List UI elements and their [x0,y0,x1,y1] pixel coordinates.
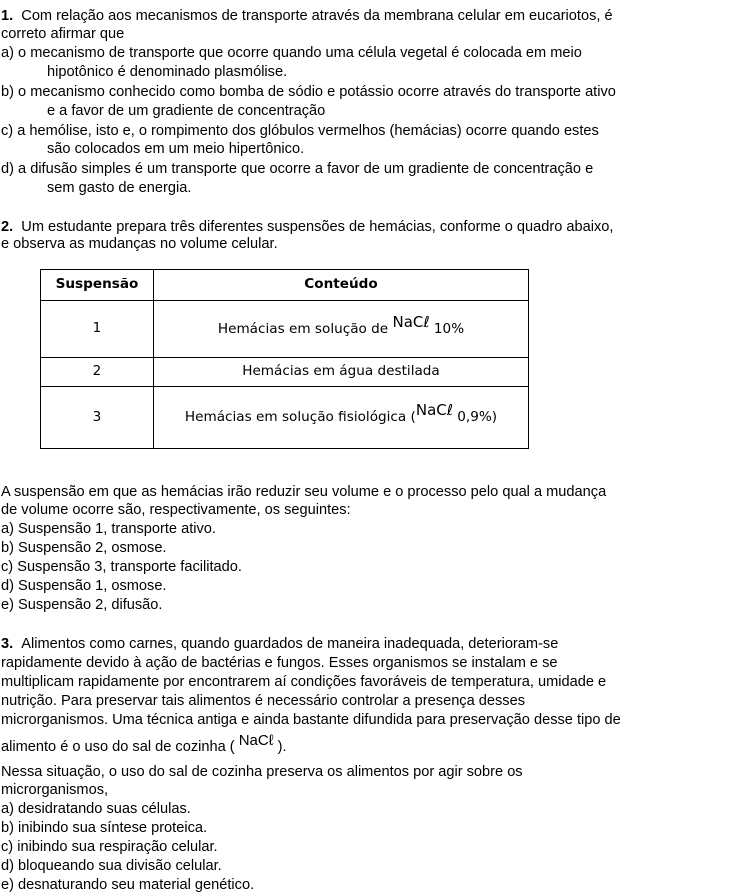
q1-option-d-cont: sem gasto de energia. [47,180,192,196]
q3-option-b: b) inibindo sua síntese proteica. [1,820,208,836]
table-row [41,387,529,449]
q1-option-b-cont: e a favor de um gradiente de concentração [47,103,326,119]
row1-id: 1 [41,301,154,358]
q1-option-c: c) a hemólise, isto e, o rompimento dos glóbulos vermelhos (hemácias) ocorre quando estes [1,123,599,139]
q3-prompt-line2: microrganismos, [1,782,109,798]
suspension-table [40,269,529,449]
q3-option-e: e) desnaturando seu material genético. [1,877,255,893]
row1-content [154,301,529,358]
q2-stem-text: Um estudante prepara três diferentes suspensões de hemácias, conforme o quadro abaixo, [21,219,614,235]
table-row [41,358,529,387]
q2-prompt-line1: A suspensão em que as hemácias irão reduzir seu volume e o processo pelo qual a mudança [1,484,607,500]
q3-line2: rapidamente devido à ação de bactérias e fungos. Esses organismos se instalam e se [1,655,558,671]
q3-option-c: c) inibindo sua respiração celular. [1,839,218,855]
q2-stem-line2: e observa as mudanças no volume celular. [1,236,278,252]
q2-number: 2. [1,219,14,235]
row1-formula: NaCℓ [392,312,430,331]
q3-salt-text: alimento é o uso do sal de cozinha ( [1,739,239,755]
row3-formula: NaCℓ [415,401,453,420]
q3-salt-line [1,732,287,757]
q3-line4: nutrição. Para preservar tais alimentos é necessário controlar a presença desses [1,693,526,709]
q3-line1-text: Alimentos como carnes, quando guardados de maneira inadequada, deterioram-se [21,636,559,652]
q1-stem-line2: correto afirmar que [1,26,125,42]
row2-content: Hemácias em água destilada [154,358,529,387]
q1-option-a-cont: hipotônico é denominado plasmólise. [47,64,288,80]
q2-prompt-line2: de volume ocorre são, respectivamente, os seguintes: [1,502,351,518]
row3-suffix: 0,9%) [452,409,498,426]
q2-option-b: b) Suspensão 2, osmose. [1,540,167,556]
q1-option-d: d) a difusão simples é um transporte que ocorre a favor de um gradiente de concentração e [1,161,594,177]
q2-option-a: a) Suspensão 1, transporte ativo. [1,521,216,537]
table-header-content: Conteúdo [154,270,529,301]
q3-line1 [1,636,558,654]
q1-option-b: b) o mecanismo conhecido como bomba de sódio e potássio ocorre através do transporte ativo [1,84,616,100]
q3-line3: multiplicam rapidamente por encontrarem aí condições favoráveis de temperatura, umidade e [1,674,607,690]
q1-option-c-cont: são colocados em um meio hipertônico. [47,141,305,157]
q3-number: 3. [1,636,14,652]
row3-content [154,387,529,449]
q1-number: 1. [1,8,14,24]
row3-text: Hemácias em solução fisiológica ( [184,409,416,426]
q3-prompt-line1: Nessa situação, o uso do sal de cozinha preserva os alimentos por agir sobre os [1,764,523,780]
row1-text: Hemácias em solução de [217,320,393,337]
q2-option-c: c) Suspensão 3, transporte facilitado. [1,559,242,575]
q2-option-d: d) Suspensão 1, osmose. [1,578,167,594]
q2-stem-line1 [1,219,613,237]
q1-option-a: a) o mecanismo de transporte que ocorre quando uma célula vegetal é colocada em meio [1,45,582,61]
q2-option-e: e) Suspensão 2, difusão. [1,597,163,613]
q3-salt-suffix: ). [273,739,287,755]
q3-option-a: a) desidratando suas células. [1,801,191,817]
table-header-suspension: Suspensão [41,270,154,301]
q3-salt-formula: NaCℓ [238,732,274,749]
row2-id: 2 [41,358,154,387]
row3-id: 3 [41,387,154,449]
table-row [41,301,529,358]
q3-line5: microrganismos. Uma técnica antiga e ainda bastante difundida para preservação desse tipo de [1,712,621,728]
q1-stem-line1 [1,8,613,26]
q3-option-d: d) bloqueando sua divisão celular. [1,858,222,874]
q1-stem-text: Com relação aos mecanismos de transporte através da membrana celular em eucariotos, é [21,8,613,24]
row1-suffix: 10% [429,320,465,337]
